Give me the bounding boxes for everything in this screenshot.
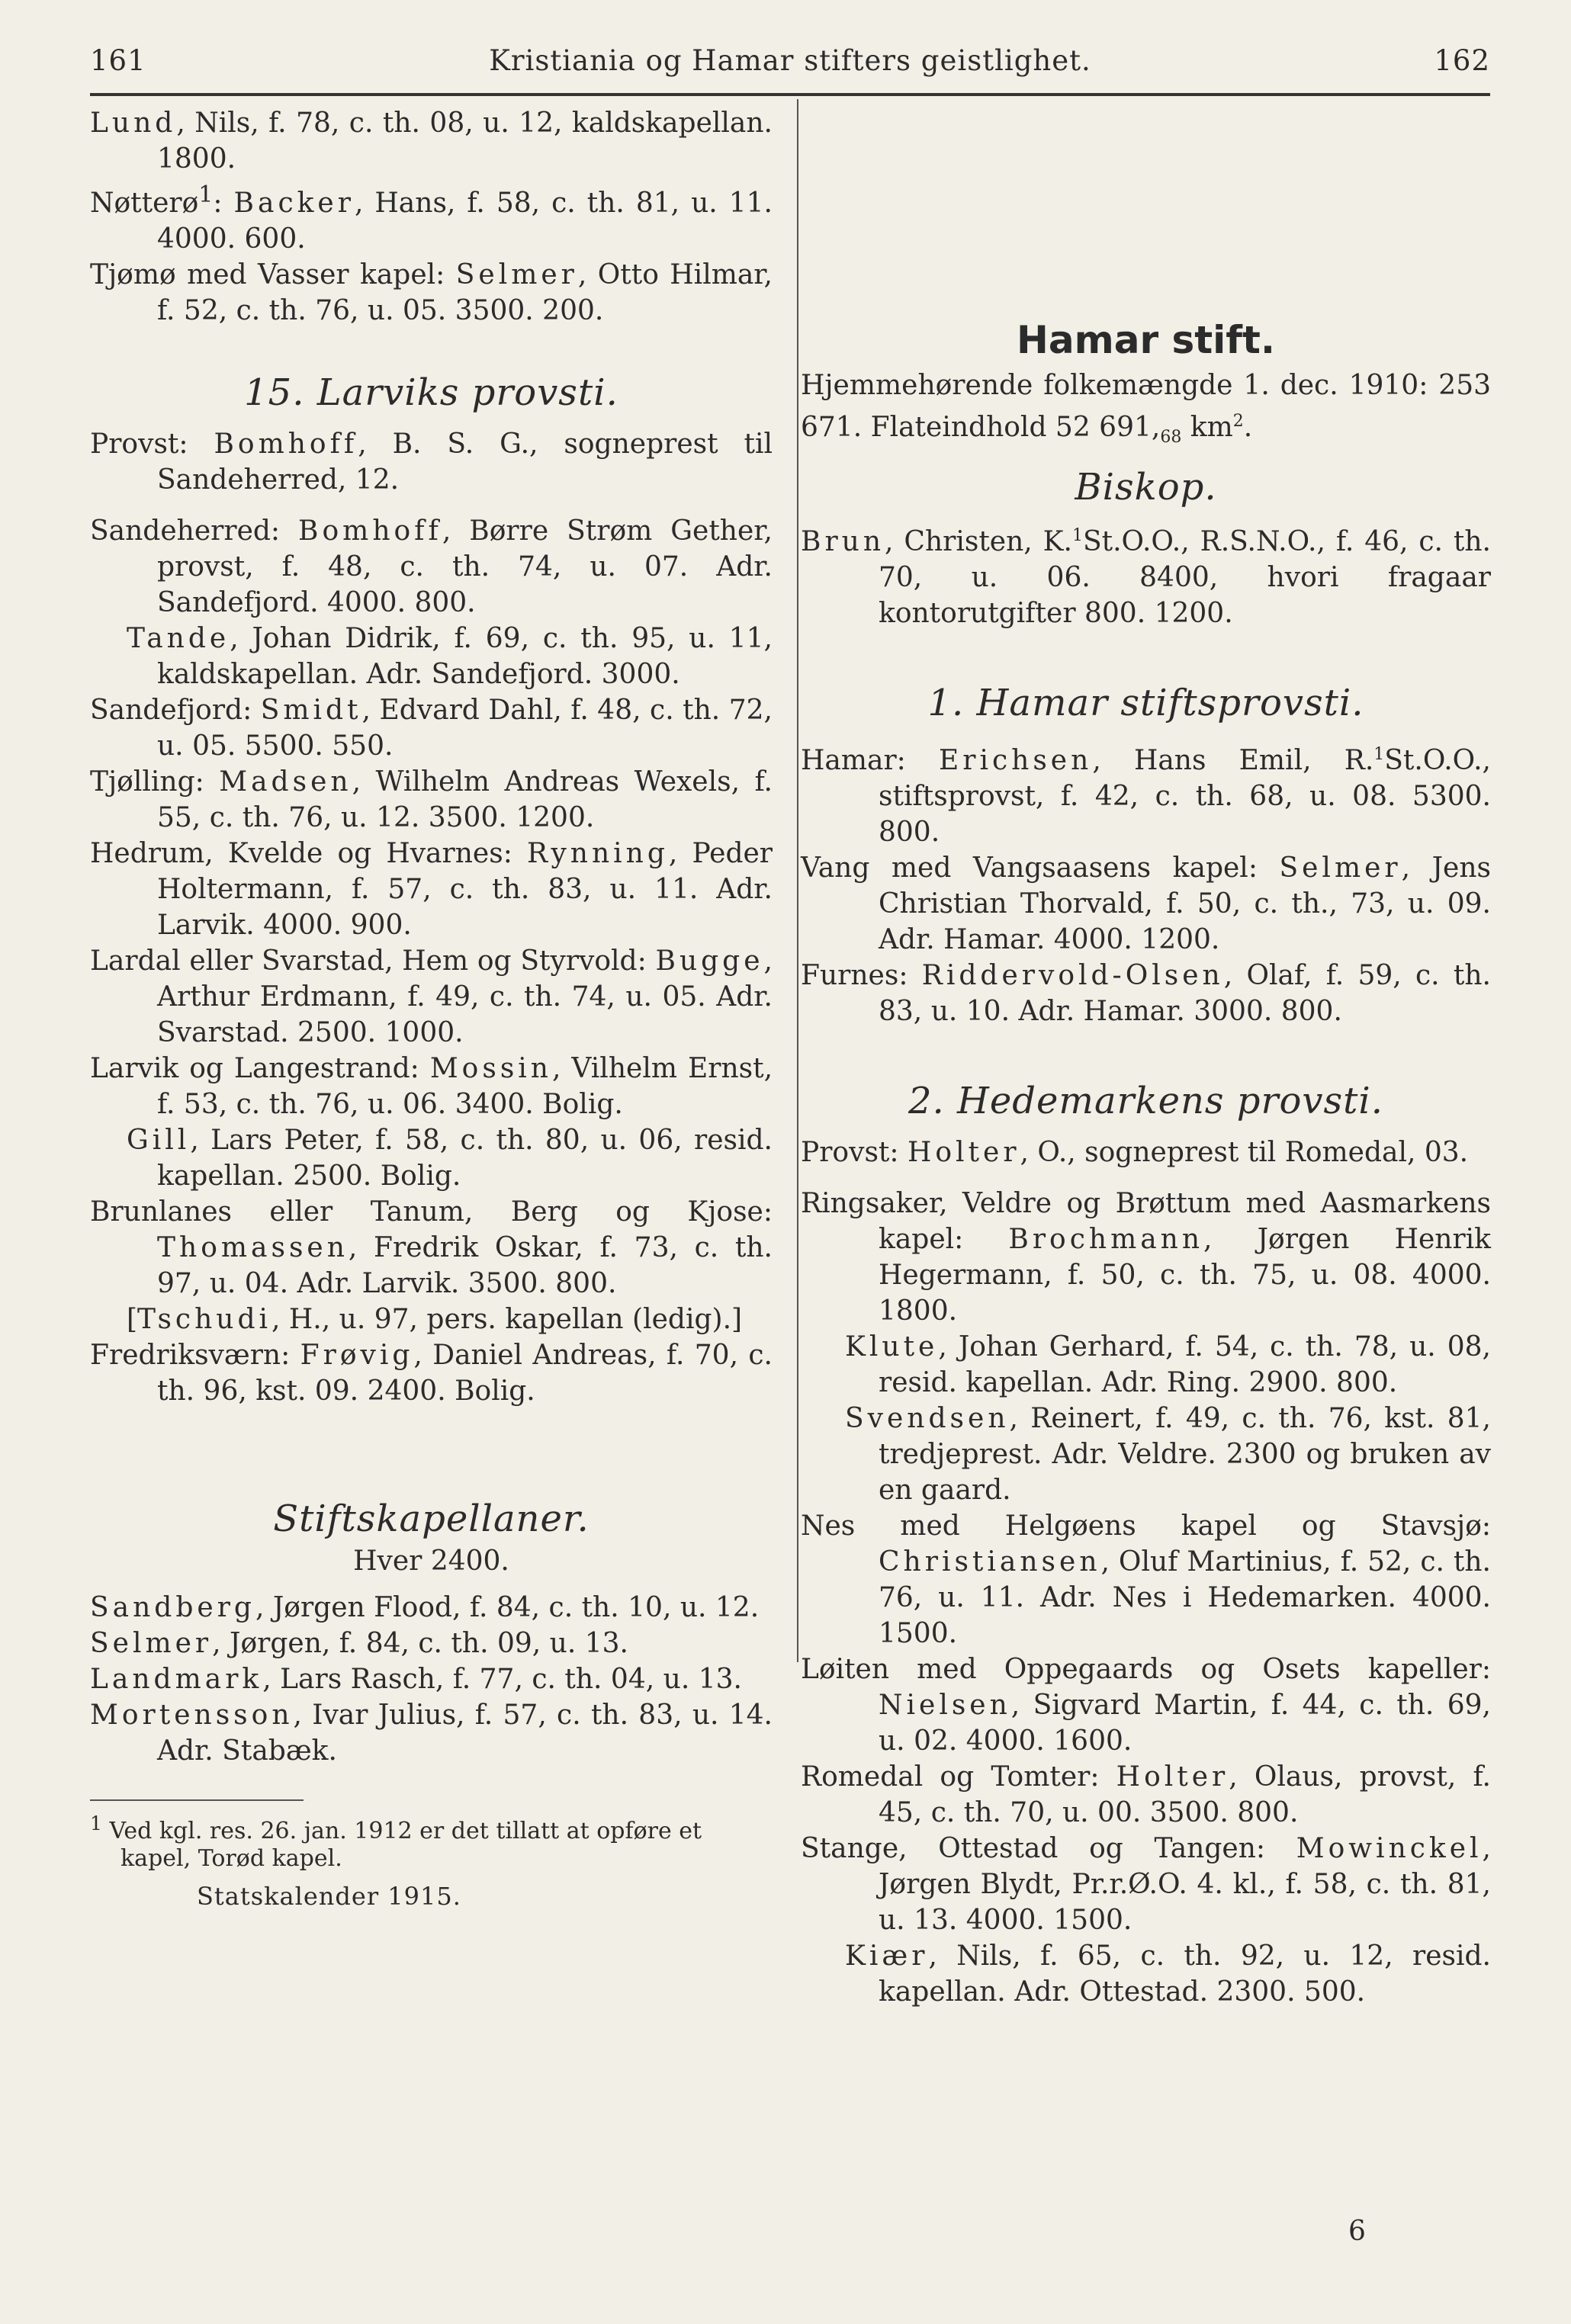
list-item: Brunlanes eller Tanum, Berg og Kjose: Thomassen, Fredrik Oskar, f. 73, c. th. 97, u. 04. Adr. Larvik. 3500. 800.	[90, 1196, 773, 1299]
footnote: $^1$ Ved kgl. res. 26. jan. 1912 er det tillatt at opføre et kapel, Torød kapel.	[90, 1812, 702, 1872]
list-item: Stange, Ottestad og Tangen: Mowinckel, Jørgen Blydt, Pr.r.Ø.O. 4. kl., f. 58, c. th. 81, u. 13. 4000. 1500.	[801, 1833, 1491, 1937]
left-column	[90, 105, 773, 1912]
list-item: Kiær, Nils, f. 65, c. th. 92, u. 12, resid. kapellan. Adr. Ottestad. 2300. 500.	[845, 1940, 1491, 2008]
section-heading-biskop: Biskop.	[1075, 466, 1217, 509]
section-heading-hedemarken: 2. Hedemarkens provsti.	[908, 1080, 1384, 1123]
list-item: Landmark, Lars Rasch, f. 77, c. th. 04, u. 13.	[90, 1664, 742, 1695]
list-item: Vang med Vangsaasens kapel: Selmer, Jens Christian Thorvald, f. 50, c. th., 73, u. 09. Adr. Hamar. 4000. 1200.	[801, 852, 1491, 956]
column-divider	[797, 99, 798, 1662]
list-item: Lund, Nils, f. 78, c. th. 08, u. 12, kaldskapellan. 1800.	[90, 108, 773, 175]
list-item: Sandberg, Jørgen Flood, f. 84, c. th. 10, u. 12.	[90, 1592, 760, 1623]
list-item: Provst: Holter, O., sogneprest til Romedal, 03.	[801, 1137, 1469, 1169]
section-heading-hamar-stiftsprovsti: 1. Hamar stiftsprovsti.	[927, 682, 1364, 725]
list-item: Fredriksværn: Frøvig, Daniel Andreas, f. 70, c. th. 96, kst. 09. 2400. Bolig.	[90, 1340, 773, 1407]
list-item: Svendsen, Reinert, f. 49, c. th. 76, kst. 81, tredjeprest. Adr. Veldre. 2300 og bruken av en gaard.	[845, 1403, 1491, 1507]
list-item: Hamar: Erichsen, Hans Emil, R.$^1$St.O.O., stiftsprovst, f. 42, c. th. 68, u. 08. 5300. 800.	[801, 745, 1491, 849]
list-item: Gill, Lars Peter, f. 58, c. th. 80, u. 06, resid. kapellan. 2500. Bolig.	[127, 1125, 773, 1192]
list-item: [Tschudi, H., u. 97, pers. kapellan (ledig).]	[127, 1304, 743, 1335]
list-item: Nøtterø$^1$: Backer, Hans, f. 58, c. th. 81, u. 11. 4000. 600.	[90, 181, 773, 255]
list-item: Sandefjord: Smidt, Edvard Dahl, f. 48, c. th. 72, u. 05. 5500. 550.	[90, 695, 773, 762]
signature-mark: Statskalender 1915.	[197, 1882, 461, 1911]
right-column	[801, 105, 1491, 2010]
list-item: Brun, Christen, K.$^1$St.O.O., R.S.N.O., f. 46, c. th. 70, u. 06. 8400, hvori fragaar kontorutgifter 800. 1200.	[801, 526, 1491, 630]
section-heading-stiftskapellaner: Stiftskapellaner.	[273, 1497, 590, 1540]
footnote-rule	[90, 1799, 304, 1801]
list-item: Provst: Bomhoff, B. S. G., sogneprest til Sandeherred, 12.	[90, 429, 773, 496]
stift-title: Hamar stift.	[1017, 318, 1275, 362]
list-item: Mortensson, Ivar Julius, f. 57, c. th. 83, u. 14. Adr. Stabæk.	[90, 1700, 773, 1767]
intro-text: Hjemmehørende folkemængde 1. dec. 1910: 253 671. Flateindhold 52 $691,_{68}$ $km^2$.	[801, 370, 1491, 448]
list-item: Lardal eller Svarstad, Hem og Styrvold: Bugge, Arthur Erdmann, f. 49, c. th. 74, u. 05. Adr. Svarstad. 2500. 1000.	[90, 945, 773, 1048]
list-item: Tjølling: Madsen, Wilhelm Andreas Wexels, f. 55, c. th. 76, u. 12. 3500. 1200.	[90, 766, 773, 833]
running-title: Kristiania og Hamar stifters geistlighet.	[489, 44, 1091, 77]
list-item: Tande, Johan Didrik, f. 69, c. th. 95, u. 11, kaldskapellan. Adr. Sandefjord. 3000.	[127, 623, 773, 690]
page-header	[90, 44, 1490, 90]
list-item: Hedrum, Kvelde og Hvarnes: Rynning, Peder Holtermann, f. 57, c. th. 83, u. 11. Adr. Larvik. 4000. 900.	[90, 838, 773, 941]
list-item: Furnes: Riddervold-Olsen, Olaf, f. 59, c. th. 83, u. 10. Adr. Hamar. 3000. 800.	[801, 960, 1491, 1028]
list-item: Romedal og Tomter: Holter, Olaus, provst, f. 45, c. th. 70, u. 00. 3500. 800.	[801, 1761, 1491, 1829]
list-item: Larvik og Langestrand: Mossin, Vilhelm Ernst, f. 53, c. th. 76, u. 06. 3400. Bolig.	[90, 1053, 773, 1120]
list-item: Nes med Helgøens kapel og Stavsjø: Christiansen, Oluf Martinius, f. 52, c. th. 76, u. 11. Adr. Nes i Hedemarken. 4000. 1500.	[801, 1510, 1491, 1650]
stipend-note: Hver 2400.	[353, 1546, 509, 1577]
list-item: Sandeherred: Bomhoff, Børre Strøm Gether, provst, f. 48, c. th. 74, u. 07. Adr. Sandefjord. 4000. 800.	[90, 515, 773, 618]
list-item: Tjømø med Vasser kapel: Selmer, Otto Hilmar, f. 52, c. th. 76, u. 05. 3500. 200.	[90, 259, 773, 326]
page-number-right: 162	[1434, 44, 1490, 77]
header-rule	[90, 93, 1490, 96]
signature-mark-right: 6	[1348, 2216, 1366, 2247]
list-item: Ringsaker, Veldre og Brøttum med Aasmarkens kapel: Brochmann, Jørgen Henrik Hegermann, f. 50, c. th. 75, u. 08. 4000. 1800.	[801, 1188, 1491, 1327]
list-item: Klute, Johan Gerhard, f. 54, c. th. 78, u. 08, resid. kapellan. Adr. Ring. 2900. 800.	[845, 1331, 1491, 1399]
page-number-left: 161	[90, 44, 146, 77]
list-item: Selmer, Jørgen, f. 84, c. th. 09, u. 13.	[90, 1628, 628, 1659]
section-heading-larvik: 15. Larviks provsti.	[244, 371, 618, 414]
list-item: Løiten med Oppegaards og Osets kapeller: Nielsen, Sigvard Martin, f. 44, c. th. 69, u. 02. 4000. 1600.	[801, 1654, 1491, 1757]
